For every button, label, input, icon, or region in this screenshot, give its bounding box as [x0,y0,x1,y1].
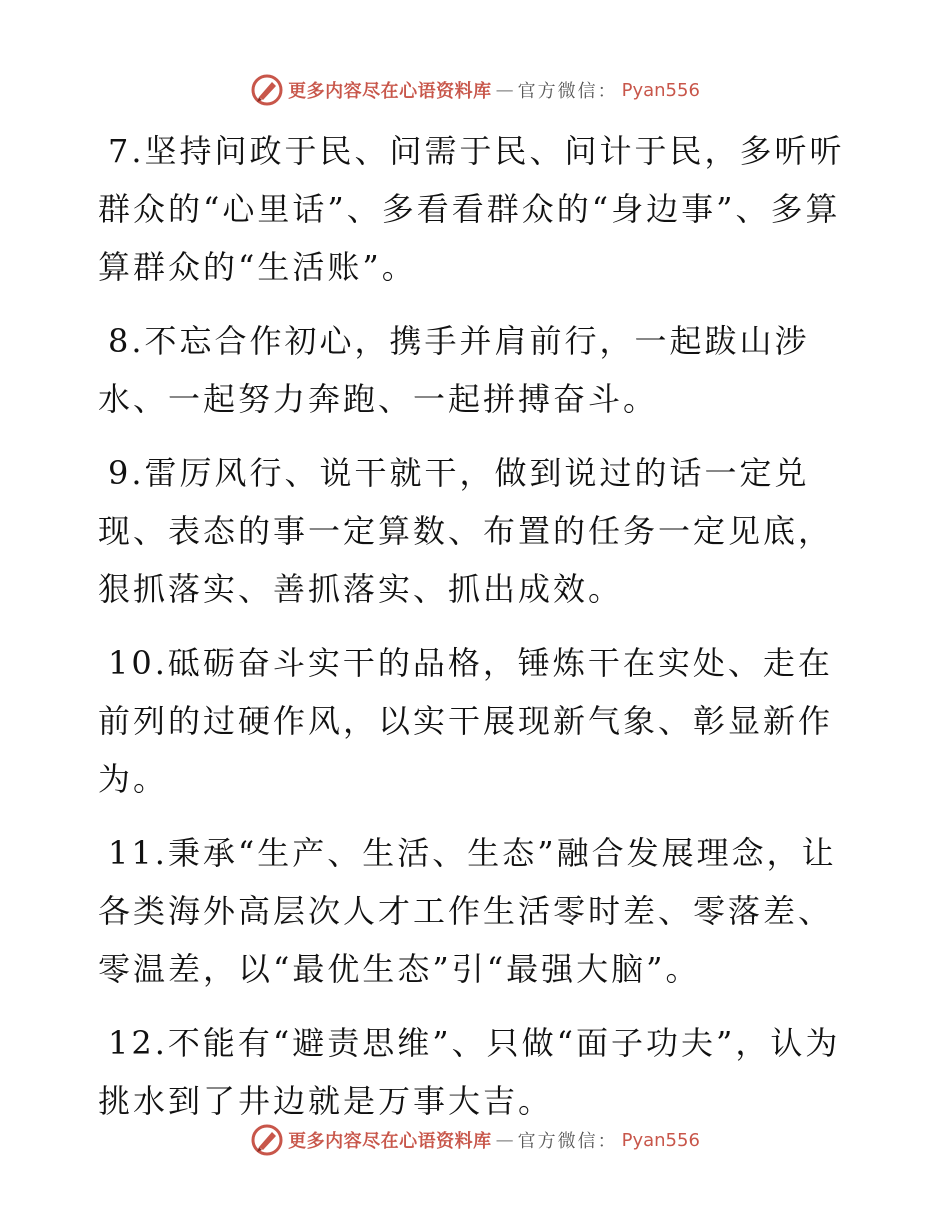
list-item-text: 10.砥砺奋斗实干的品格，锤炼干在实处、走在前列的过硬作风，以实干展现新气象、彰显新作为。 [98,644,834,798]
header-watermark [0,72,950,108]
list-item [98,122,858,296]
list-item-text: 8.不忘合作初心，携手并肩前行，一起跋山涉水、一起努力奔跑、一起拼搏奋斗。 [98,322,810,418]
logo-icon [250,1123,284,1157]
document-body [98,122,858,1146]
logo-icon [250,73,284,107]
list-item [98,824,858,998]
watermark-dash: — [495,1129,514,1151]
watermark-official-text: 官方微信： [517,81,618,102]
watermark-wechat-id: Pyan556 [621,1129,700,1151]
list-item [98,634,858,808]
watermark-main-text: 更多内容尽在心语资料库 [288,1131,492,1152]
list-item [98,312,858,428]
list-item-text: 7.坚持问政于民、问需于民、问计于民，多听听群众的“心里话”、多看看群众的“身边事”、多算算群众的“生活账”。 [98,132,845,286]
footer-watermark [0,1122,950,1158]
list-item-text: 11.秉承“生产、生活、生态”融合发展理念，让各类海外高层次人才工作生活零时差、零落差、零温差，以“最优生态”引“最强大脑”。 [98,834,837,988]
watermark-wechat-id: Pyan556 [621,79,700,101]
list-item [98,444,858,618]
watermark-official-text: 官方微信： [517,1131,618,1152]
list-item [98,1014,858,1130]
watermark-main-text: 更多内容尽在心语资料库 [288,81,492,102]
watermark-dash: — [495,79,514,101]
list-item-text: 9.雷厉风行、说干就干，做到说过的话一定兑现、表态的事一定算数、布置的任务一定见底，狠抓落实、善抓落实、抓出成效。 [98,454,834,608]
list-item-text: 12.不能有“避责思维”、只做“面子功夫”，认为挑水到了井边就是万事大吉。 [98,1024,841,1120]
